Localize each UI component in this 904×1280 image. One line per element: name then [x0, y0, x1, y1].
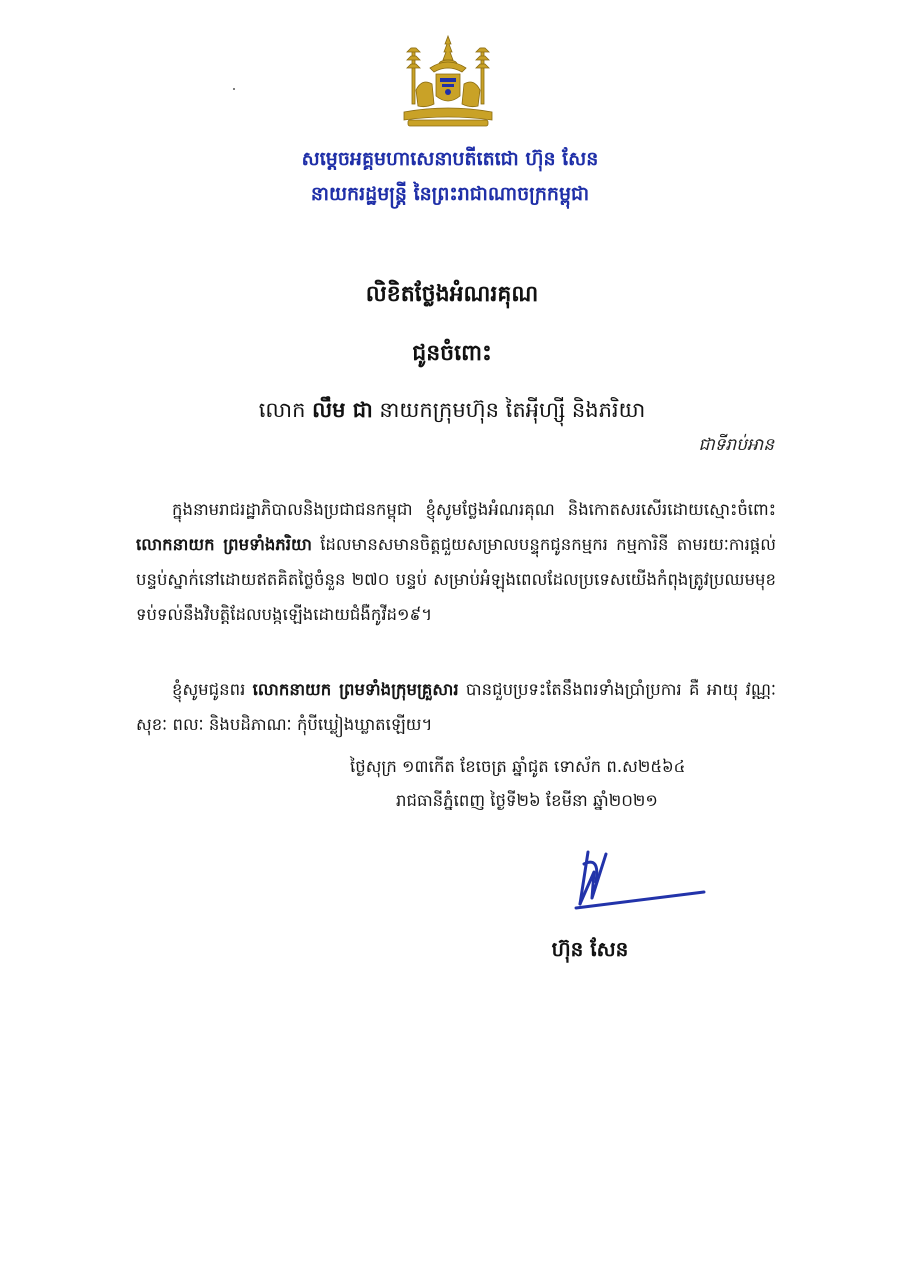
p2-text-bold: លោកនាយក ព្រមទាំងក្រុមគ្រួសារ: [252, 680, 459, 699]
header-title: សម្តេចអគ្គមហាសេនាបតីតេជោ ហ៊ុន សែន: [301, 148, 599, 170]
lunar-date: ថ្ងៃសុក្រ ១៣កើត ខែចេត្រ ឆ្នាំជូត ទោស័ក ព.ស២៥៦៤: [350, 757, 686, 776]
p1-text-bold: លោកនាយក ព្រមទាំងភរិយា: [136, 535, 312, 554]
recipient-suffix: នាយកក្រុមហ៊ុន តៃអុីហ្ស៊ី និងភរិយា: [372, 398, 646, 422]
respect-note: ជាទីរាប់អាន: [698, 435, 774, 455]
p1-text-a: ក្នុងនាមរាជរដ្ឋាភិបាលនិងប្រជាជនកម្ពុជា ខ្ញុំសូមថ្លែងអំណរគុណ និងកោតសរសើរដោយស្មោះចំពោះ: [172, 500, 776, 519]
speck: [233, 88, 235, 90]
gregorian-date: រាជធានីភ្នំពេញ ថ្ងៃទី២៦ ខែមីនា ឆ្នាំ២០២១: [396, 791, 658, 810]
body-paragraph-2: [136, 672, 776, 742]
p1-text-b: ដែលមានសមានចិត្តជួយសម្រាលបន្ទុកជូនកម្មករ កម្មការិនី តាមរយៈការផ្តល់បន្ទប់ស្នាក់នៅដោយឥតគិតថ្លៃចំនួន ២៧០ បន្ទប់ សម្រាប់អំឡុងពេលដែលប្រទេសយើងកំពុងត្រូវប្រឈមមុខទប់ទល់នឹងវិបត្តិដែលបង្កឡើងដោយជំងឺកូវីដ១៩។: [136, 535, 776, 624]
recipient-line: [150, 393, 754, 427]
p2-text-a: ខ្ញុំសូមជូនពរ: [172, 680, 253, 699]
royal-emblem-icon: [398, 34, 498, 130]
signer-name: ហ៊ុន សែន: [551, 937, 629, 961]
recipient-name: លឹម ជា: [312, 398, 373, 422]
body-paragraph-1: [136, 492, 776, 632]
recipient-prefix: លោក: [258, 398, 313, 422]
signature-image: [566, 842, 716, 922]
header-subtitle: នាយករដ្ឋមន្ត្រី នៃព្រះរាជាណាចក្រកម្ពុជា: [310, 183, 590, 205]
p2-text-b: បានជួបប្រទះតែនឹងពរទាំងប្រាំប្រការ គឺ អាយុ វណ្ណៈ សុខៈ ពលៈ និងបដិភាណៈ កុំបីឃ្លៀងឃ្លាតឡើយ។: [136, 680, 777, 734]
letter-addressed-to: ជូនចំពោះ: [412, 341, 492, 366]
letter-title: លិខិតថ្លែងអំណរគុណ: [365, 282, 539, 307]
